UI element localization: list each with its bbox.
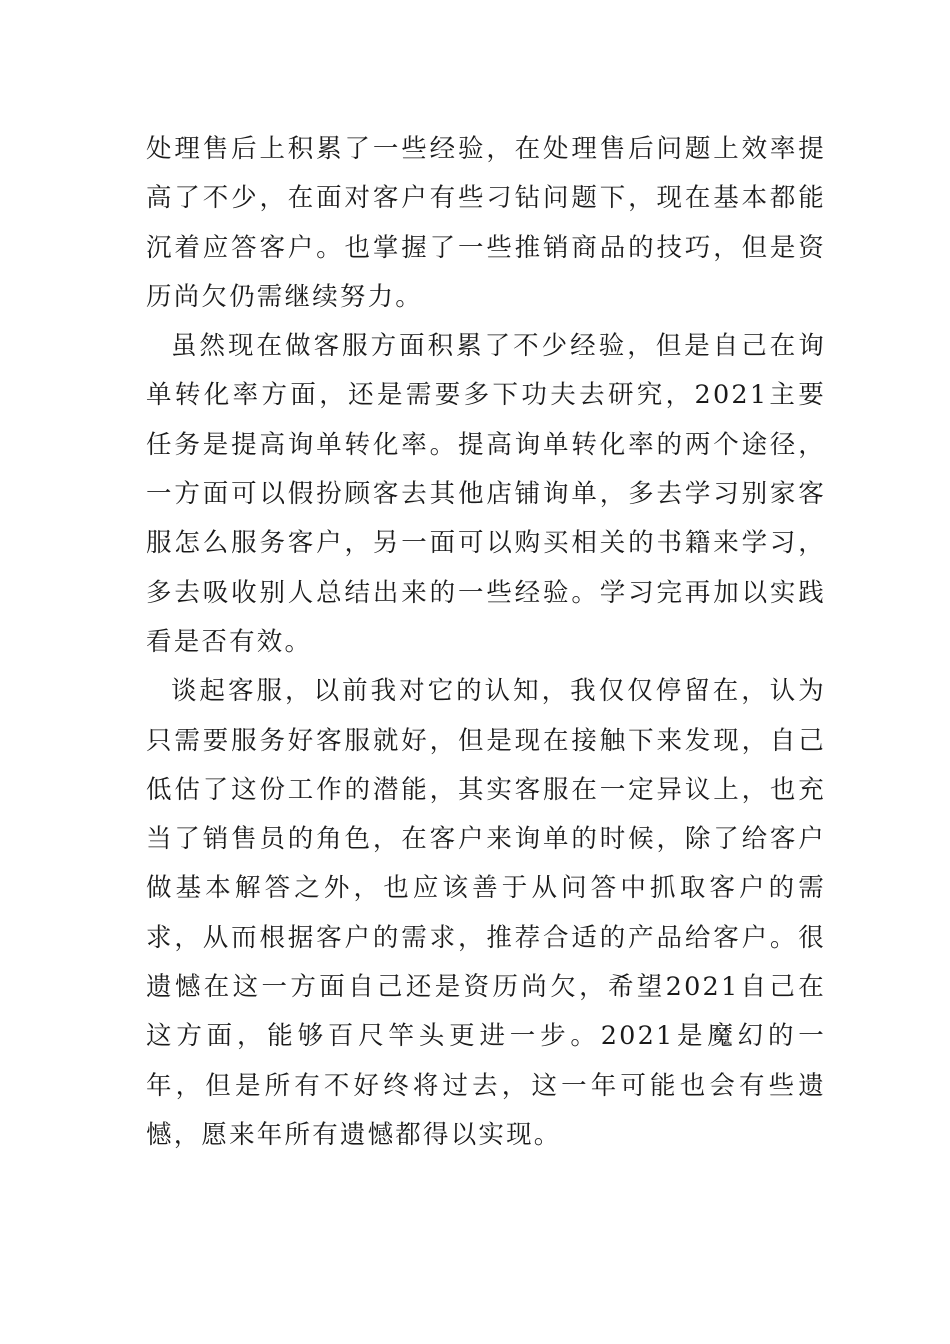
document-body	[146, 125, 826, 1160]
paragraph-inquiry-conversion: 虽然现在做客服方面积累了不少经验，但是自己在询单转化率方面，还是需要多下功夫去研究，2021主要任务是提高询单转化率。提高询单转化率的两个途径，一方面可以假扮顾客去其他店铺询单，多去学习别家客服怎么服务客户，另一面可以购买相关的书籍来学习，多去吸收别人总结出来的一些经验。学习完再加以实践看是否有效。	[146, 331, 826, 657]
paragraph-continuation: 处理售后上积累了一些经验，在处理售后问题上效率提高了不少，在面对客户有些刁钻问题下，现在基本都能沉着应答客户。也掌握了一些推销商品的技巧，但是资历尚欠仍需继续努力。	[146, 134, 826, 312]
paragraph-customer-service-reflection: 谈起客服，以前我对它的认知，我仅仅停留在，认为只需要服务好客服就好，但是现在接触下来发现，自己低估了这份工作的潜能，其实客服在一定异议上，也充当了销售员的角色，在客户来询单的时候，除了给客户做基本解答之外，也应该善于从问答中抓取客户的需求，从而根据客户的需求，推荐合适的产品给客户。很遗憾在这一方面自己还是资历尚欠，希望2021自己在这方面，能够百尺竿头更进一步。2021是魔幻的一年，但是所有不好终将过去，这一年可能也会有些遗憾，愿来年所有遗憾都得以实现。	[146, 676, 826, 1150]
